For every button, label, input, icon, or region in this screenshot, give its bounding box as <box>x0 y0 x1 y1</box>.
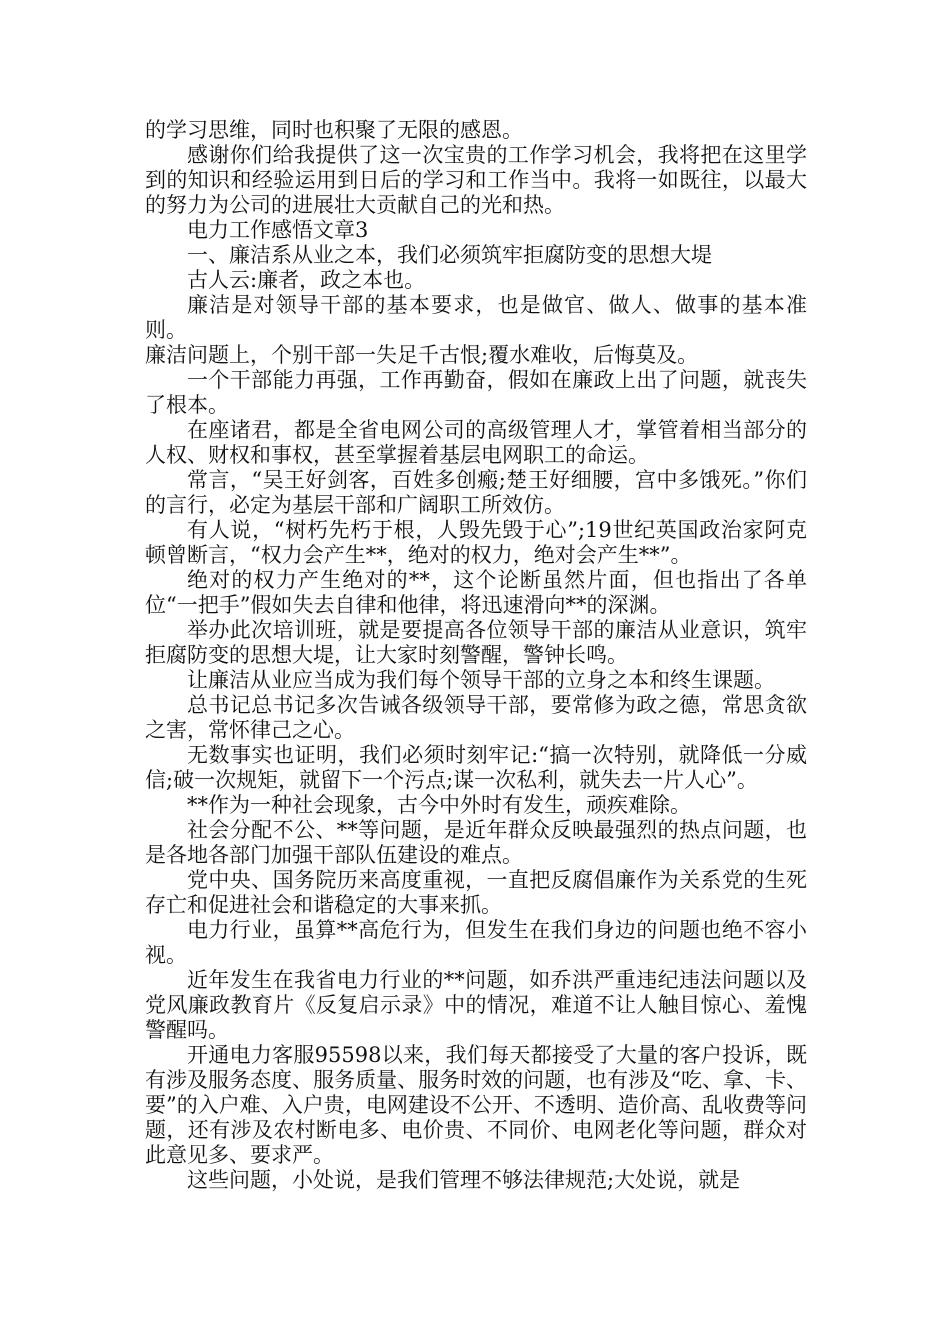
paragraph: 党中央、国务院历来高度重视，一直把反腐倡廉作为关系党的生死存亡和促进社会和谐稳定的大事来抓。 <box>145 868 807 917</box>
paragraph: 廉洁是对领导干部的基本要求，也是做官、做人、做事的基本准则。 <box>145 293 807 342</box>
article-title: 电力工作感悟文章3 <box>187 218 369 242</box>
paragraph: 有人说，“树朽先朽于根，人毁先毁于心”;19世纪英国政治家阿克顿曾断言，“权力会产生**，绝对的权力，绝对会产生**”。 <box>145 518 807 567</box>
document-page <box>145 118 807 1193</box>
paragraph: 古人云:廉者，政之本也。 <box>187 268 426 292</box>
paragraph: 感谢你们给我提供了这一次宝贵的工作学习机会，我将把在这里学到的知识和经验运用到日后的学习和工作当中。我将一如既往，以最大的努力为公司的进展壮大贡献自己的光和热。 <box>145 143 807 217</box>
paragraph: 开通电力客服95598以来，我们每天都接受了大量的客户投诉，既有涉及服务态度、服务质量、服务时效的问题，也有涉及“吃、拿、卡、要”的入户难、入户贵，电网建设不公开、不透明、造价高、乱收费等问题，还有涉及农村断电多、电价贵、不同价、电网老化等问题，群众对此意见多、要求严。 <box>145 1043 807 1167</box>
paragraph: 的学习思维，同时也积聚了无限的感恩。 <box>145 118 523 142</box>
paragraph: 社会分配不公、**等问题，是近年群众反映最强烈的热点问题，也是各地各部门加强干部队伍建设的难点。 <box>145 818 807 867</box>
paragraph: 一个干部能力再强，工作再勤奋，假如在廉政上出了问题，就丧失了根本。 <box>145 368 807 417</box>
paragraph: 总书记总书记多次告诫各级领导干部，要常修为政之德，常思贪欲之害，常怀律己之心。 <box>145 693 807 742</box>
paragraph: 这些问题，小处说，是我们管理不够法律规范;大处说，就是 <box>187 1168 741 1192</box>
paragraph: 常言，“吴王好剑客，百姓多创瘢;楚王好细腰，宫中多饿死。”你们的言行，必定为基层干部和广阔职工所效仿。 <box>145 468 807 517</box>
paragraph: 无数事实也证明，我们必须时刻牢记:“搞一次特别，就降低一分威信;破一次规矩，就留下一个污点;谋一次私利，就失去一片人心”。 <box>145 743 807 792</box>
paragraph: **作为一种社会现象，古今中外时有发生，顽疾难除。 <box>187 793 691 817</box>
paragraph: 近年发生在我省电力行业的**问题，如乔洪严重违纪违法问题以及党风廉政教育片《反复启示录》中的情况，难道不让人触目惊心、羞愧警醒吗。 <box>145 968 807 1042</box>
paragraph: 在座诸君，都是全省电网公司的高级管理人才，掌管着相当部分的人权、财权和事权，甚至掌握着基层电网职工的命运。 <box>145 418 807 467</box>
section-heading: 一、廉洁系从业之本，我们必须筑牢拒腐防变的思想大堤 <box>187 243 712 267</box>
paragraph: 电力行业，虽算**高危行为，但发生在我们身边的问题也绝不容小视。 <box>145 918 807 967</box>
paragraph: 绝对的权力产生绝对的**，这个论断虽然片面，但也指出了各单位“一把手”假如失去自律和他律，将迅速滑向**的深渊。 <box>145 568 807 617</box>
paragraph: 让廉洁从业应当成为我们每个领导干部的立身之本和终生课题。 <box>187 668 775 692</box>
paragraph: 举办此次培训班，就是要提高各位领导干部的廉洁从业意识，筑牢拒腐防变的思想大堤，让大家时刻警醒，警钟长鸣。 <box>145 618 807 667</box>
paragraph: 廉洁问题上，个别干部一失足千古恨;覆水难收，后悔莫及。 <box>145 343 699 367</box>
